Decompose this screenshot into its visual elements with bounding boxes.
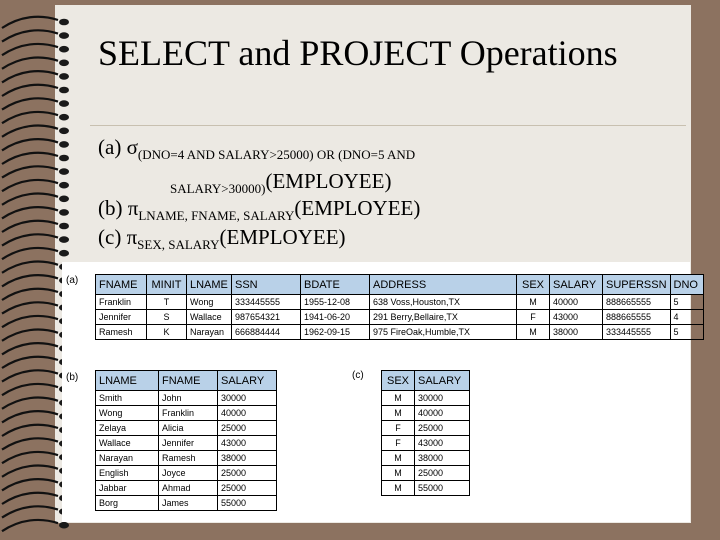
table-cell: Zelaya — [96, 421, 159, 436]
column-header: FNAME — [96, 275, 147, 295]
table-cell: 55000 — [415, 481, 470, 496]
table-cell: 40000 — [415, 406, 470, 421]
table-row — [96, 406, 277, 421]
table-cell: M — [382, 406, 415, 421]
expression-b-attributes: LNAME, FNAME, SALARY — [138, 208, 295, 223]
table-cell: F — [382, 421, 415, 436]
table-cell: Jennifer — [96, 310, 147, 325]
table-cell: M — [517, 325, 550, 340]
binding-ring — [2, 384, 69, 395]
binding-ring — [2, 357, 69, 368]
table-row — [96, 496, 277, 511]
table-cell: M — [382, 391, 415, 406]
table-cell: M — [382, 466, 415, 481]
table-cell: M — [382, 451, 415, 466]
table-row — [96, 451, 277, 466]
figure-label-a: (a) — [66, 275, 79, 286]
table-cell: S — [147, 310, 187, 325]
table-cell: 975 FireOak,Humble,TX — [370, 325, 517, 340]
column-header: SSN — [232, 275, 301, 295]
table-header-row — [96, 371, 277, 391]
table-cell: Ahmad — [159, 481, 218, 496]
table-cell: 1962-09-15 — [301, 325, 370, 340]
table-cell: 987654321 — [232, 310, 301, 325]
table-cell: 1955-12-08 — [301, 295, 370, 310]
binding-ring — [2, 520, 69, 531]
column-header: SEX — [382, 371, 415, 391]
table-row — [382, 421, 470, 436]
expression-b — [98, 196, 420, 221]
binding-ring — [2, 275, 69, 286]
binding-ring — [2, 139, 69, 150]
expression-c-prefix: (c) — [98, 225, 127, 249]
table-cell: 1941-06-20 — [301, 310, 370, 325]
expression-c — [98, 225, 346, 250]
table-cell: Narayan — [96, 451, 159, 466]
binding-ring — [2, 166, 69, 177]
table-row — [382, 451, 470, 466]
binding-ring — [2, 248, 69, 259]
table-cell: Ramesh — [96, 325, 147, 340]
binding-ring — [2, 221, 69, 232]
binding-ring — [2, 330, 69, 341]
table-cell: Alicia — [159, 421, 218, 436]
binding-ring — [2, 343, 69, 354]
table-cell: 40000 — [550, 295, 603, 310]
table-cell: 38000 — [550, 325, 603, 340]
column-header: DNO — [670, 275, 703, 295]
slide-title: SELECT and PROJECT Operations — [98, 33, 618, 73]
expression-c-relation: (EMPLOYEE) — [219, 225, 346, 249]
table-cell: Jennifer — [159, 436, 218, 451]
expression-a-prefix: (a) — [98, 135, 127, 159]
binding-ring — [2, 17, 69, 28]
sigma-symbol: σ — [126, 135, 138, 159]
table-cell: 43000 — [550, 310, 603, 325]
column-header: BDATE — [301, 275, 370, 295]
table-cell: 40000 — [218, 406, 277, 421]
table-cell: 638 Voss,Houston,TX — [370, 295, 517, 310]
result-table-a — [95, 274, 704, 340]
table-cell: Borg — [96, 496, 159, 511]
binding-ring — [2, 316, 69, 327]
table-cell: 5 — [670, 295, 703, 310]
table-row — [96, 295, 704, 310]
table-cell: 888665555 — [603, 310, 671, 325]
table-cell: Jabbar — [96, 481, 159, 496]
binding-ring — [2, 302, 69, 313]
expression-b-relation: (EMPLOYEE) — [294, 196, 421, 220]
table-row — [382, 406, 470, 421]
table-cell: Franklin — [96, 295, 147, 310]
binding-ring — [2, 411, 69, 422]
table-cell: K — [147, 325, 187, 340]
table-cell: 30000 — [218, 391, 277, 406]
binding-ring — [2, 289, 69, 300]
table-cell: 25000 — [415, 466, 470, 481]
table-row — [382, 466, 470, 481]
table-cell: F — [382, 436, 415, 451]
pi-symbol: π — [127, 196, 139, 220]
binding-ring — [2, 153, 69, 164]
column-header: ADDRESS — [370, 275, 517, 295]
table-cell: 888665555 — [603, 295, 671, 310]
column-header: SEX — [517, 275, 550, 295]
binding-ring — [2, 194, 69, 205]
binding-ring — [2, 98, 69, 109]
table-row — [96, 421, 277, 436]
binding-ring — [2, 438, 69, 449]
table-cell: 43000 — [218, 436, 277, 451]
table-row — [96, 391, 277, 406]
table-row — [96, 466, 277, 481]
table-cell: 55000 — [218, 496, 277, 511]
table-cell: 25000 — [218, 466, 277, 481]
table-row — [96, 325, 704, 340]
pi-symbol: π — [126, 225, 138, 249]
binding-ring — [2, 479, 69, 490]
binding-ring — [2, 466, 69, 477]
binding-ring — [2, 112, 69, 123]
binding-ring — [2, 262, 69, 273]
table-cell: Narayan — [187, 325, 232, 340]
result-table-c — [381, 370, 470, 496]
table-cell: Wong — [96, 406, 159, 421]
table-cell: 38000 — [218, 451, 277, 466]
binding-ring — [2, 493, 69, 504]
column-header: SUPERSSN — [603, 275, 671, 295]
binding-ring — [2, 398, 69, 409]
table-cell: 38000 — [415, 451, 470, 466]
table-cell: Wallace — [187, 310, 232, 325]
expression-c-attributes: SEX, SALARY — [137, 237, 220, 252]
binding-ring — [2, 71, 69, 82]
binding-ring — [2, 425, 69, 436]
table-cell: T — [147, 295, 187, 310]
expression-b-prefix: (b) — [98, 196, 128, 220]
table-cell: F — [517, 310, 550, 325]
column-header: MINIT — [147, 275, 187, 295]
result-table-b — [95, 370, 277, 511]
binding-ring — [2, 44, 69, 55]
table-cell: 4 — [670, 310, 703, 325]
table-cell: Ramesh — [159, 451, 218, 466]
binding-ring — [2, 370, 69, 381]
table-row — [96, 310, 704, 325]
table-header-row — [382, 371, 470, 391]
column-header: SALARY — [415, 371, 470, 391]
expression-a-relation: (EMPLOYEE) — [265, 169, 392, 193]
table-cell: English — [96, 466, 159, 481]
expression-a-condition-end: SALARY>30000) — [170, 181, 266, 196]
expression-a — [98, 135, 415, 160]
binding-ring — [2, 234, 69, 245]
binding-ring — [2, 506, 69, 517]
column-header: LNAME — [96, 371, 159, 391]
binding-ring — [2, 180, 69, 191]
table-row — [96, 481, 277, 496]
table-row — [382, 436, 470, 451]
table-cell: 25000 — [218, 481, 277, 496]
table-row — [382, 391, 470, 406]
table-cell: James — [159, 496, 218, 511]
binding-ring — [2, 30, 69, 41]
table-cell: Smith — [96, 391, 159, 406]
table-cell: 291 Berry,Bellaire,TX — [370, 310, 517, 325]
column-header: FNAME — [159, 371, 218, 391]
table-row — [96, 436, 277, 451]
table-cell: Franklin — [159, 406, 218, 421]
binding-ring — [2, 126, 69, 137]
expression-a-continued — [170, 169, 391, 194]
table-cell: 5 — [670, 325, 703, 340]
binding-ring — [2, 85, 69, 96]
column-header: SALARY — [550, 275, 603, 295]
table-cell: 666884444 — [232, 325, 301, 340]
column-header: SALARY — [218, 371, 277, 391]
table-cell: Joyce — [159, 466, 218, 481]
table-cell: 43000 — [415, 436, 470, 451]
binding-ring — [2, 58, 69, 69]
figure-label-c: (c) — [352, 370, 364, 381]
table-cell: M — [517, 295, 550, 310]
table-row — [382, 481, 470, 496]
column-header: LNAME — [187, 275, 232, 295]
table-cell: 333445555 — [603, 325, 671, 340]
table-cell: 25000 — [218, 421, 277, 436]
table-cell: M — [382, 481, 415, 496]
table-cell: 25000 — [415, 421, 470, 436]
expression-a-condition: (DNO=4 AND SALARY>25000) OR (DNO=5 AND — [137, 147, 416, 162]
title-divider — [90, 125, 686, 126]
table-cell: Wong — [187, 295, 232, 310]
table-cell: 333445555 — [232, 295, 301, 310]
binding-ring — [2, 452, 69, 463]
figure-label-b: (b) — [66, 372, 79, 383]
table-cell: John — [159, 391, 218, 406]
binding-ring — [2, 207, 69, 218]
table-cell: Wallace — [96, 436, 159, 451]
table-header-row — [96, 275, 704, 295]
table-cell: 30000 — [415, 391, 470, 406]
